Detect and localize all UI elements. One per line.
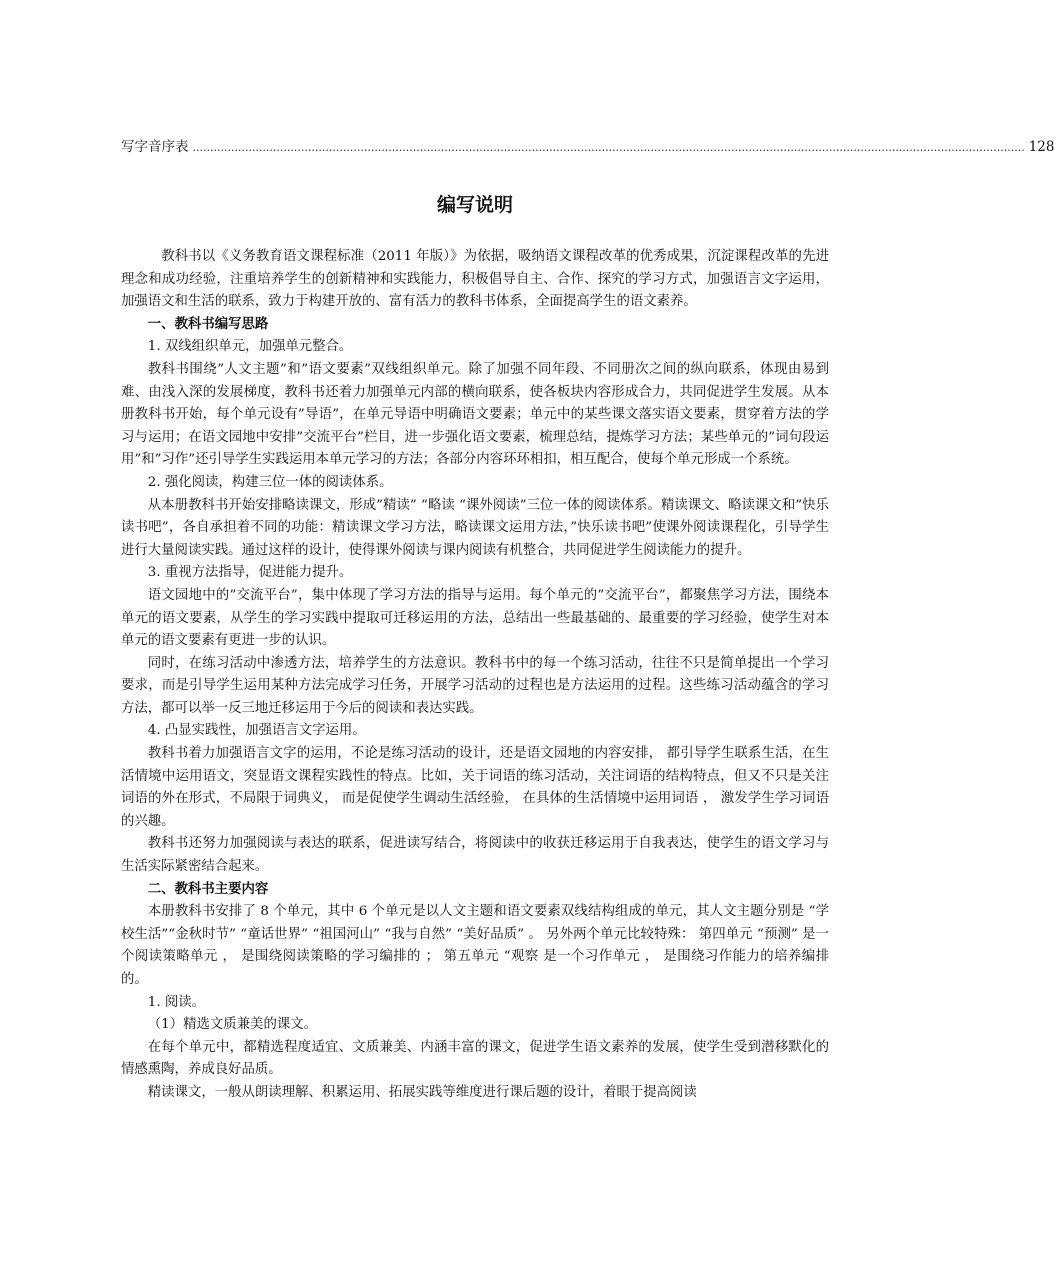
- toc-leader-dots: ..............................................................................................................................................................................................................................................: [192, 141, 1025, 154]
- paragraph: 1. 双线组织单元，加强单元整合。: [147, 339, 353, 355]
- paragraph: 教科书围绕”人文主题”和”语文要素”双线组织单元。除了加强不同年段、不同册次之间的纵向联系，体现由易到难、由浅入深的发展梯度，教科书还着力加强单元内部的横向联系，使各板块内容形成合力，共同促进学生发展。从本册教科书开始，每个单元设有”导语”，在单元导语中明确语文要素；单元中的某些课文落实语文要素，贯穿着方法的学习与运用；在语文园地中安排”交流平台”栏目，进一步强化语文要素，梳理总结，提炼学习方法；某些单元的”词句段运用”和”习作”还引导学生实践运用本单元学习的方法；各部分内容环环相扣，相互配合，使每个单元形成一个系统。: [121, 361, 829, 468]
- section-heading: 一、教科书编写思路: [147, 316, 269, 332]
- toc-entry-title: 写字音序表: [121, 139, 189, 155]
- paragraph: （1）精选文质兼美的课文。: [147, 1017, 318, 1033]
- paragraph: 精读课文，一般从朗读理解、积累运用、拓展实践等维度进行课后题的设计，着眼于提高阅读: [147, 1084, 697, 1100]
- document-page: [121, 138, 1054, 1105]
- toc-entry: [121, 138, 1054, 156]
- paragraph: 教科书以《义务教育语文课程标准（2011 年版）》为依据，吸纳语文课程改革的优秀成果，沉淀课程改革的先进理念和成功经验，注重培养学生的创新精神和实践能力，积极倡导自主、合作、探究的学习方式，加强语言文字运用，加强语文和生活的联系，致力于构建开放的、富有活力的教科书体系，全面提高学生的语文素养。: [121, 249, 829, 310]
- paragraph: 教科书还努力加强阅读与表达的联系，促进读写结合，将阅读中的收获迁移运用于自我表达，使学生的语文学习与生活实际紧密结合起来。: [121, 836, 829, 875]
- paragraph: 语文园地中的”交流平台”，集中体现了学习方法的指导与运用。每个单元的”交流平台”，都聚焦学习方法，围绕本单元的语文要素，从学生的学习实践中提取可迁移运用的方法，总结出一些最基础的、最重要的学习经验，使学生对本单元的语文要素有更进一步的认识。: [121, 587, 829, 649]
- paragraph: 教科书着力加强语言文字的运用，不论是练习活动的设计，还是语文园地的内容安排， 都引导学生联系生活，在生活情境中运用语文，突显语文课程实践性的特点。比如，关于词语的练习活动，关注词语的结构特点，但又不只是关注词语的外在形式，不局限于词典义， 而是促使学生调动生活经验， 在具体的生活情境中运用词语 ， 激发学生学习词语的兴趣。: [121, 746, 829, 829]
- page-title: 编写说明: [436, 194, 513, 216]
- section-heading: 二、教科书主要内容: [147, 881, 269, 897]
- paragraph: 4. 凸显实践性，加强语言文字运用。: [147, 723, 366, 739]
- paragraph: 2. 强化阅读，构建三位一体的阅读体系。: [147, 474, 393, 490]
- paragraph: 本册教科书安排了 8 个单元，其中 6 个单元是以人文主题和语文要素双线结构组成的单元，其人文主题分别是 “学校生活”“金秋时节” “童话世界” “祖国河山” “我与自然” “美好品质” 。 另外两个单元比较特殊： 第四单元 “预测” 是一个阅读策略单元 ， 是围绕阅读策略的学习编排的 ； 第五单元 “观察 是一个习作单元 ， 是围绕习作能力的培养编排的。: [121, 904, 829, 987]
- paragraph: 同时，在练习活动中渗透方法，培养学生的方法意识。教科书中的每一个练习活动，往往不只是简单提出一个学习要求，而是引导学生运用某种方法完成学习任务，开展学习活动的过程也是方法运用的过程。这些练习活动蕴含的学习方法，都可以举一反三地迁移运用于今后的阅读和表达实践。: [121, 655, 829, 716]
- paragraph: 3. 重视方法指导，促进能力提升。: [147, 565, 353, 581]
- paragraph: 1. 阅读。: [147, 994, 206, 1010]
- body-text: [121, 246, 829, 1105]
- paragraph: 在每个单元中，都精选程度适宜、文质兼美、内涵丰富的课文，促进学生语文素养的发展，使学生受到潜移默化的情感熏陶，养成良好品质。: [121, 1039, 829, 1078]
- toc-entry-page: 128: [1028, 139, 1054, 155]
- paragraph: 从本册教科书开始安排略读课文，形成”精读” “略读 “课外阅读”三位一体的阅读体系。精读课文、略读课文和”快乐读书吧”，各自承担着不同的功能：精读课文学习方法，略读课文运用方法，”快乐读书吧”使课外阅读课程化，引导学生进行大量阅读实践。通过这样的设计，使得课外阅读与课内阅读有机整合，共同促进学生阅读能力的提升。: [121, 497, 829, 558]
